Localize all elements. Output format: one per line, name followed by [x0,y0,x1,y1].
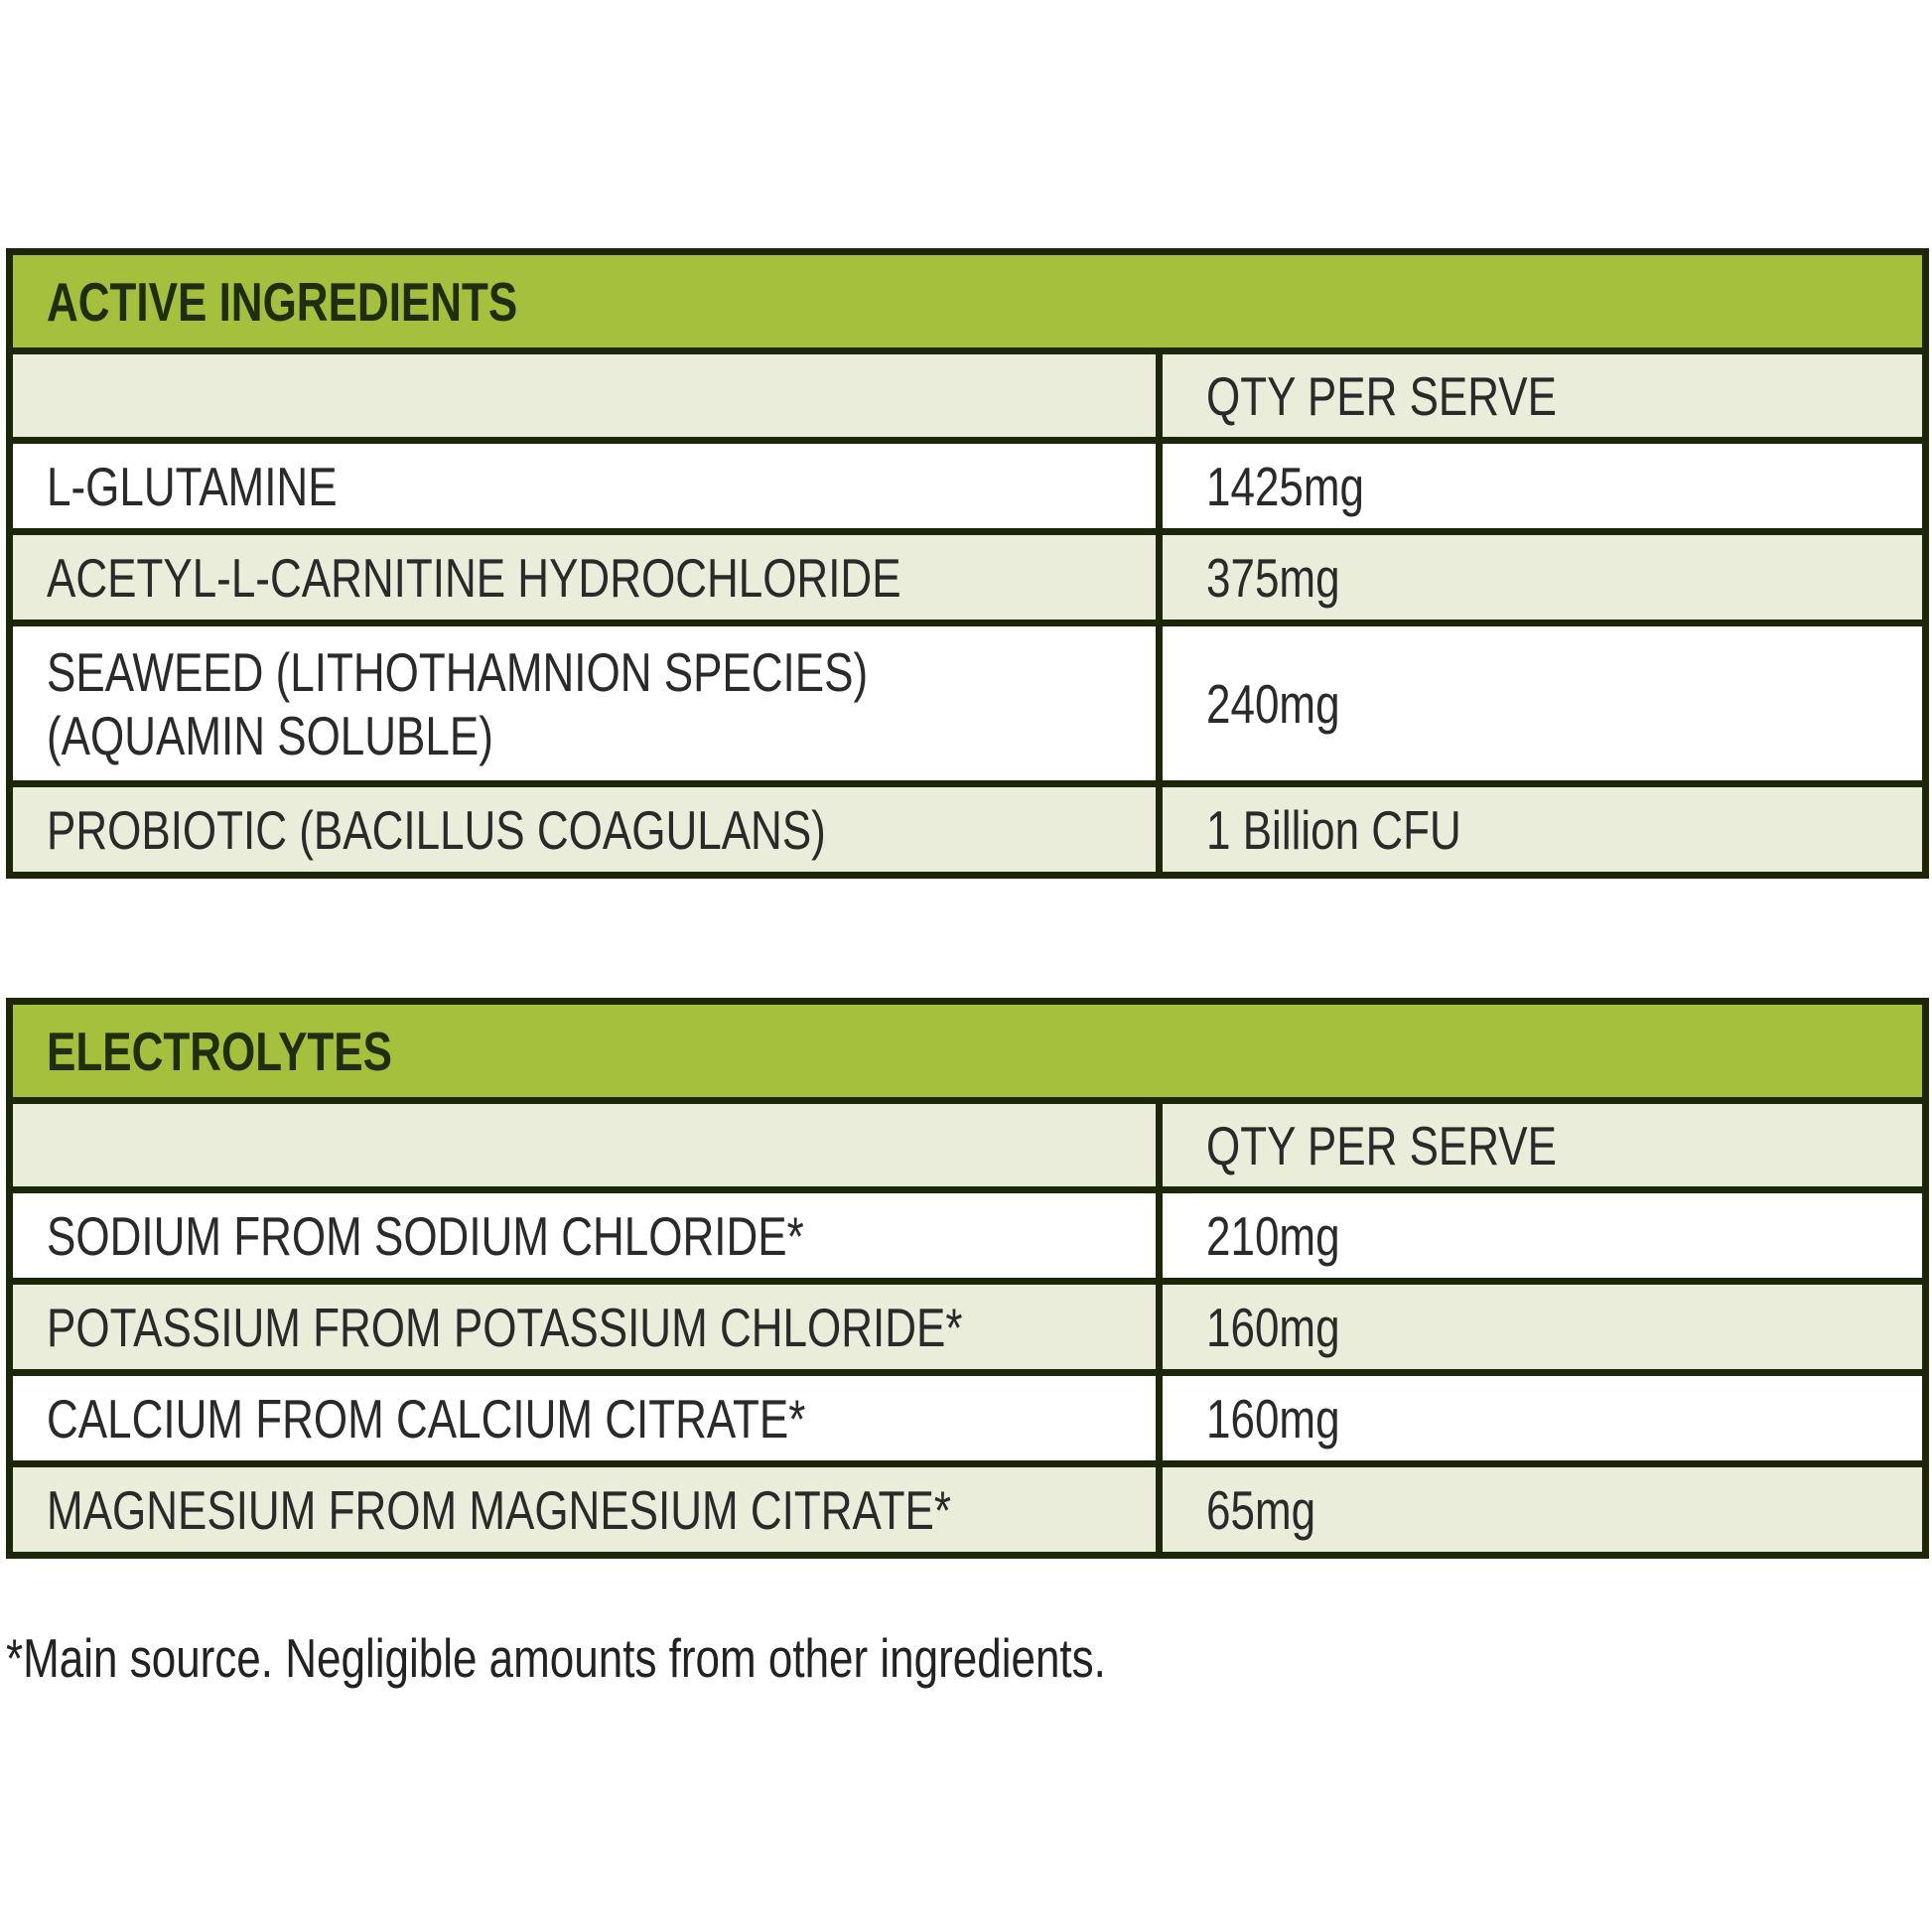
ingredient-name-cell: ACETYL-L-CARNITINE HYDROCHLORIDE [10,532,1160,623]
ingredient-name-cell: PROBIOTIC (BACILLUS COAGULANS) [10,784,1160,876]
electrolyte-name-cell: CALCIUM FROM CALCIUM CITRATE* [10,1373,1160,1464]
electrolyte-name-cell: MAGNESIUM FROM MAGNESIUM CITRATE* [10,1464,1160,1556]
ingredient-name-cell: L-GLUTAMINE [10,441,1160,532]
active-ingredients-title: ACTIVE INGREDIENTS [10,252,1926,351]
active-ingredients-table [6,248,1929,879]
qty-value-cell: 1 Billion CFU [1160,784,1926,876]
electrolytes-table [6,998,1929,1559]
empty-cell [10,1101,1160,1190]
ingredient-name-cell: SEAWEED (LITHOTHAMNION SPECIES) (AQUAMIN SOLUBLE) [10,623,1160,784]
electrolytes-header-row [10,1002,1926,1101]
empty-cell [10,351,1160,441]
ingredient-row-l-glutamine [10,441,1926,532]
qty-value-cell: 160mg [1160,1373,1926,1464]
electrolyte-name-cell: SODIUM FROM SODIUM CHLORIDE* [10,1190,1160,1282]
ingredient-row-probiotic [10,784,1926,876]
qty-value-cell: 375mg [1160,532,1926,623]
electrolyte-name-cell: POTASSIUM FROM POTASSIUM CHLORIDE* [10,1282,1160,1373]
electrolytes-qty-subheader-row [10,1101,1926,1190]
electrolyte-row-sodium [10,1190,1926,1282]
electrolytes-title: ELECTROLYTES [10,1002,1926,1101]
qty-value-cell: 240mg [1160,623,1926,784]
ingredient-row-acetyl-l-carnitine [10,532,1926,623]
qty-value-cell: 1425mg [1160,441,1926,532]
electrolyte-row-potassium [10,1282,1926,1373]
ingredient-row-seaweed [10,623,1926,784]
active-ingredients-header-row [10,252,1926,351]
qty-per-serve-header: QTY PER SERVE [1160,351,1926,441]
qty-value-cell: 65mg [1160,1464,1926,1556]
qty-per-serve-header: QTY PER SERVE [1160,1101,1926,1190]
electrolyte-row-calcium [10,1373,1926,1464]
qty-value-cell: 160mg [1160,1282,1926,1373]
electrolyte-row-magnesium [10,1464,1926,1556]
active-qty-subheader-row [10,351,1926,441]
qty-value-cell: 210mg [1160,1190,1926,1282]
main-source-footnote: *Main source. Negligible amounts from other ingredients. [6,1627,1106,1689]
